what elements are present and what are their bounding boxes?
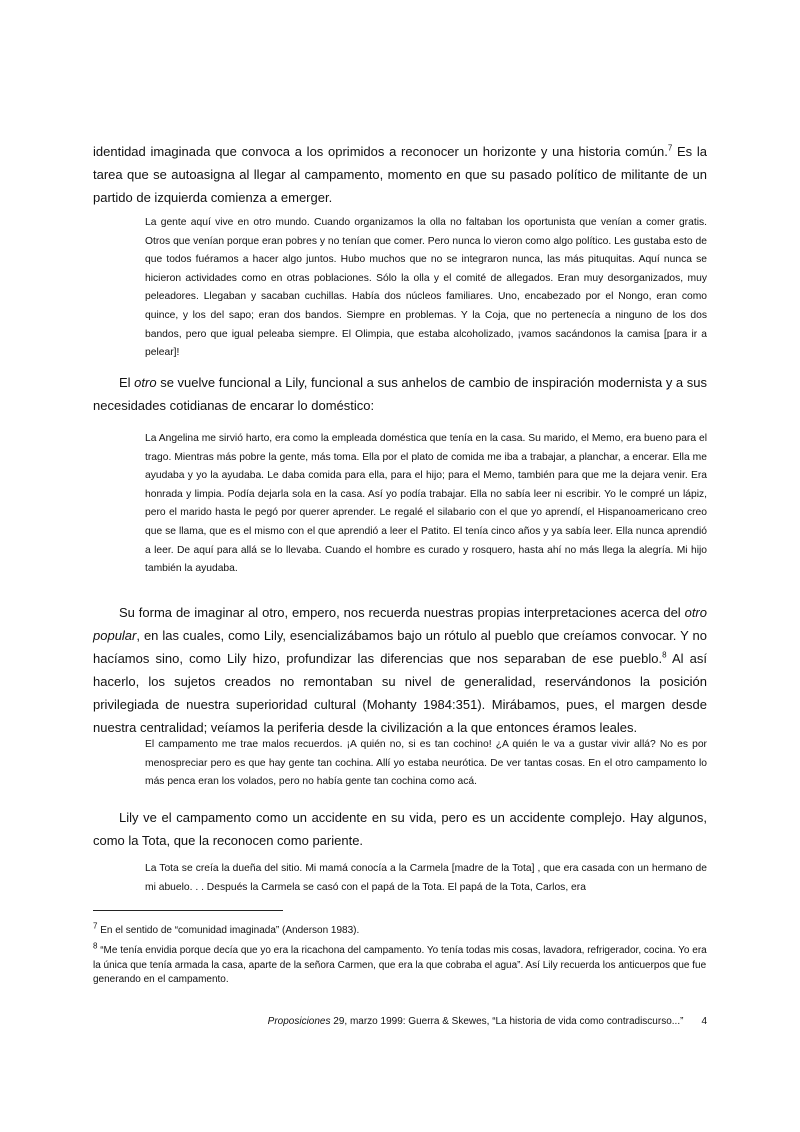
paragraph-1: identidad imaginada que convoca a los oprimidos a reconocer un horizonte y una historia común.$^7$ Es la tarea que se autoasigna al llegar al campamento, momento en que su pasado político de militante de un partido de izquierda comienza a emerger. xyxy=(93,143,708,205)
footnote-ref-7[interactable]: 7 xyxy=(667,143,673,153)
paragraph-4: Lily ve el campamento como un accidente en su vida, pero es un accidente complejo. Hay algunos, como la Tota, que la reconocen como pariente. xyxy=(93,810,707,848)
page-footer xyxy=(93,1016,707,1027)
footer-citation: 29, marzo 1999: Guerra & Skewes, “La historia de vida como contradiscurso...” xyxy=(330,1016,684,1027)
block-quote-2: La Angelina me sirvió harto, era como la empleada doméstica que tenía en la casa. Su marido, el Memo, era bueno para el trago. Mientras más pobre la gente, más toma. Ella por el plato de comida me iba a trabajar, a planchar, a encerar. Ella me ayudaba y yo la ayudaba. Le daba comida para ella, para el hijo; para el Memo, también para que me la dejara venir. Era honrada y limpia. Podía dejarla sola en la casa. Así yo podía trabajar. Ella no sabía leer ni escribir. Yo le compré un lápiz, pero el marido hasta le pegó por querer aprender. Le regalé el silabario con el que yo aprendí, el Hispanoamericano creo que se llama, que es el mismo con el que aprendió a leer el Patito. El tenía cinco años y ya sabía leer. Ella nunca aprendió a leer. De aquí para allá se lo llevaba. Cuando el hombre es curado y rosquero, hasta ahí no más llega la alegría. Mi hijo también la ayudaba. xyxy=(145,433,707,575)
footnote-ref-8[interactable]: 8 xyxy=(662,650,667,660)
block-quote-3: El campamento me trae malos recuerdos. ¡A quién no, si es tan cochino! ¿A quién le va a gustar vivir allá? No es por menospreciar pero es que hay gente tan cochina. Allí yo estaba neurótica. De ver tantas cosas. En el otro campamento lo más penca eran los volados, pero no había gente tan cochina como acá. xyxy=(145,739,707,788)
footnote-separator xyxy=(93,910,283,911)
footnote-7: $^7$ En el sentido de “comunidad imaginada” (Anderson 1983). xyxy=(93,921,360,936)
block-quote-1: La gente aquí vive en otro mundo. Cuando organizamos la olla no faltaban los oportunista que venían a comer gratis. Otros que venían porque eran pobres y no tenían que comer. Pero nunca lo vieron como algo político. Les gustaba esto de que todos fuéramos a hacer algo juntos. Hubo muchos que no se integraron nunca, las más pituquitas. Aquí nunca se hicieron actividades como en otras poblaciones. Sólo la olla y el comité de allegados. Eran muy desorganizados, muy peleadores. Llegaban y sacaban cuchillas. Había dos núcleos familiares. Uno, encabezado por el Nongo, eran como quince, y los del sapo; eran dos bandos. Siempre en problemas. Y la Coja, que no pertenecía a ninguno de los dos bandos, pero que igual peleaba siempre. El Olimpia, que estaba alcoholizado, ¡vamos sacándonos la camisa [para ir a pelear]! xyxy=(145,217,707,359)
journal-name: Proposiciones xyxy=(267,1016,331,1027)
page-number: 4 xyxy=(701,1016,707,1027)
block-quote-4: La Tota se creía la dueña del sitio. Mi mamá conocía a la Carmela [madre de la Tota] , que era casada con un hermano de mi abuelo. . . Después la Carmela se casó con el papá de la Tota. El papá de la Tota, Carlos, era xyxy=(145,863,707,893)
paragraph-3: Su forma de imaginar al otro, empero, nos recuerda nuestras propias interpretaciones acerca del otro popular, en las cuales, como Lily, esencializábamos bajo un rótulo al pueblo que creíamos convocar. Y no hacíamos sino, como Lily hizo, profundizar las diferencias que nos separaban de ese pueblo.$^8$ Al así hacerlo, los sujetos creados no remontaban su nivel de generalidad, reservándonos la posición privilegiada de nuestra superioridad cultural (Mohanty 1984:351). Mirábamos, pues, el margen desde nuestra centralidad; veíamos la periferia desde la civilización a la que entonces éramos leales. xyxy=(93,605,707,735)
paragraph-2: El otro se vuelve funcional a Lily, funcional a sus anhelos de cambio de inspiración modernista y a sus necesidades cotidianas de encarar lo doméstico: xyxy=(93,375,707,413)
footnote-8: $^8$ “Me tenía envidia porque decía que yo era la ricachona del campamento. Yo tenía todas mis cosas, lavadora, refrigerador, cocina. Yo era la única que tenía armada la casa, aparte de la señora Carmen, que era la que cobraba el agua”. Así Lily recuerda los anticuerpos que fue generando en el campamento. xyxy=(93,941,707,985)
